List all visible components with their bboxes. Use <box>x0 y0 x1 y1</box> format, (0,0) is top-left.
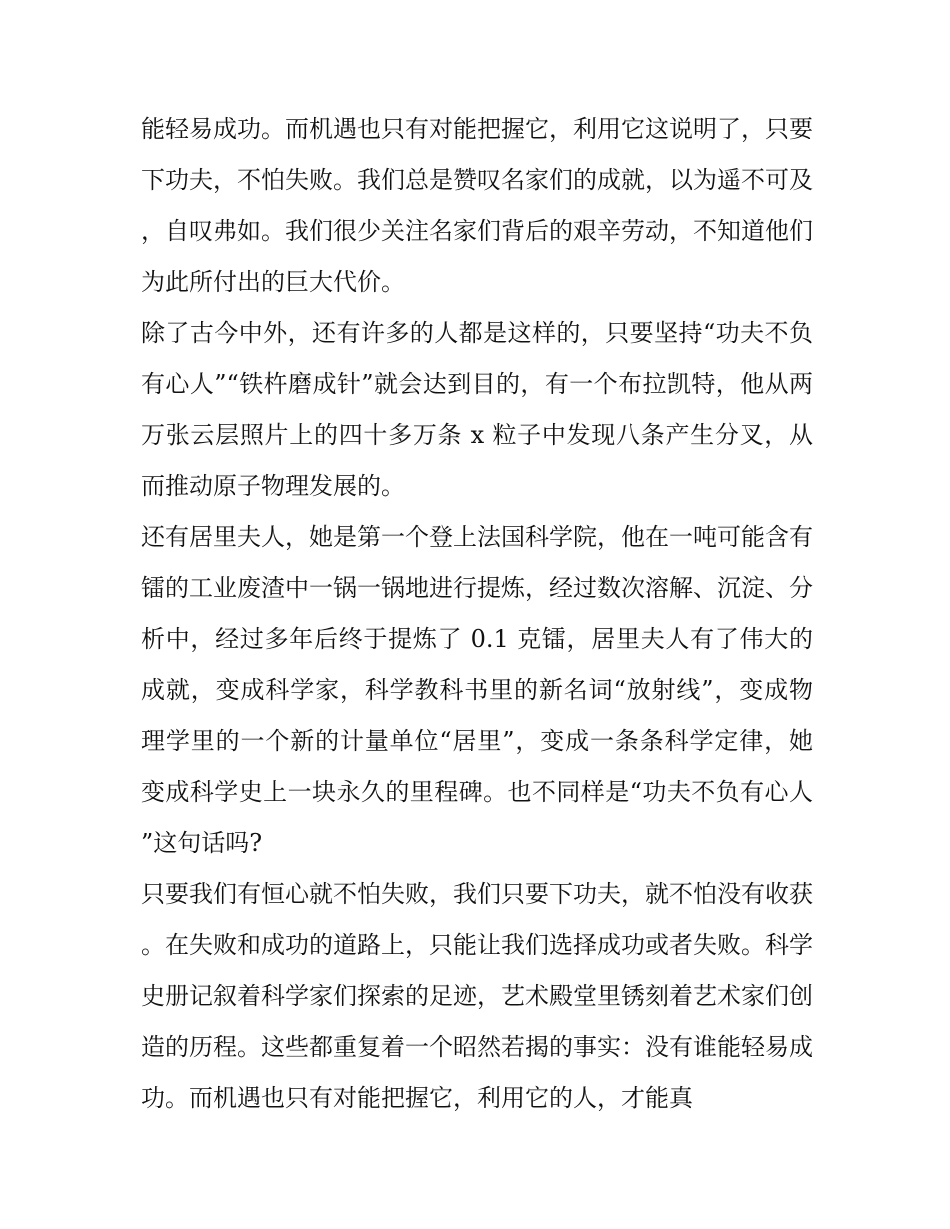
paragraph-3: 还有居里夫人，她是第一个登上法国科学院，他在一吨可能含有镭的工业废渣中一锅一锅地进行提炼，经过数次溶解、沉淀、分析中，经过多年后终于提炼了 0.1 克镭，居里夫人有了伟大的成就，变成科学家，科学教科书里的新名词“放射线”，变成物理学里的一个新的计量单位“居里”，变成一条条科学定律，她变成科学史上一块永久的里程碑。也不同样是“功夫不负有心人”这句话吗? <box>141 523 813 857</box>
document-body <box>141 104 813 1124</box>
paragraph-4: 只要我们有恒心就不怕失败，我们只要下功夫，就不怕没有收获。在失败和成功的道路上，只能让我们选择成功或者失败。科学史册记叙着科学家们探索的足迹，艺术殿堂里锈刻着艺术家们创造的历程。这些都重复着一个昭然若揭的事实：没有谁能轻易成功。而机遇也只有对能把握它，利用它的人，才能真 <box>141 880 813 1112</box>
paragraph-2: 除了古今中外，还有许多的人都是这样的，只要坚持“功夫不负有心人”“铁杵磨成针”就会达到目的，有一个布拉凯特，他从两万张云层照片上的四十多万条 x 粒子中发现八条产生分叉，从而推动原子物理发展的。 <box>141 319 813 500</box>
paragraph-1: 能轻易成功。而机遇也只有对能把握它，利用它这说明了，只要下功夫，不怕失败。我们总是赞叹名家们的成就，以为遥不可及，自叹弗如。我们很少关注名家们背后的艰辛劳动，不知道他们为此所付出的巨大代价。 <box>141 115 813 296</box>
